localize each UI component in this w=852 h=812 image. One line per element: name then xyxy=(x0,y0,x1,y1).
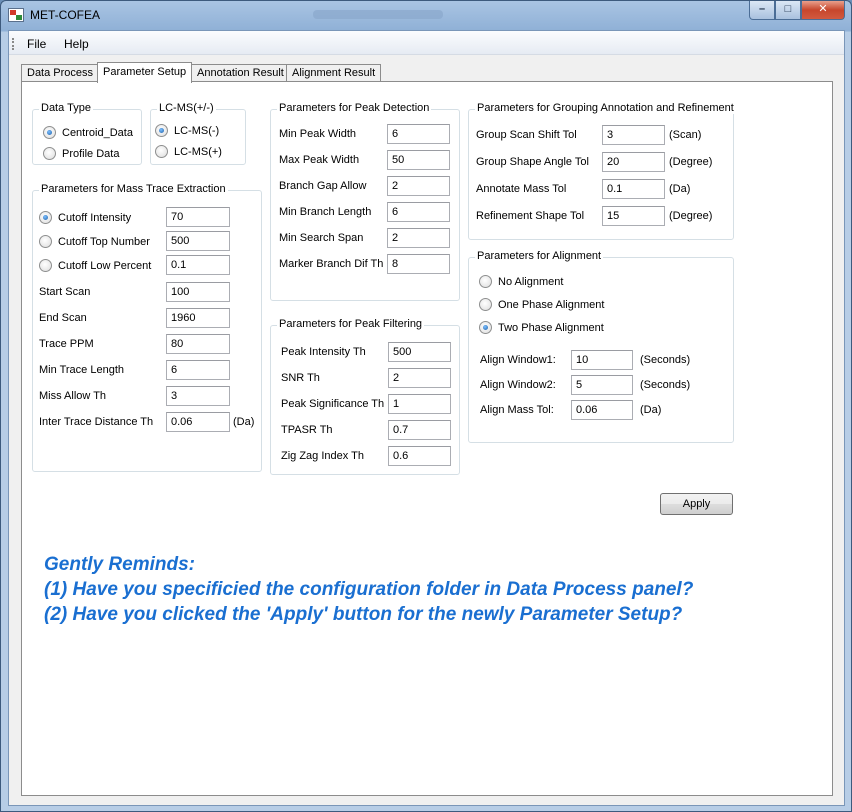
radio-one-phase-alignment[interactable] xyxy=(479,298,604,311)
annotate-mass-tol-label: Annotate Mass Tol xyxy=(476,183,567,195)
radio-unchecked-icon xyxy=(39,235,52,248)
group-scan-shift-unit: (Scan) xyxy=(669,129,702,141)
radio-lcms-positive[interactable] xyxy=(155,145,222,158)
radio-checked-icon xyxy=(39,211,52,224)
miss-allow-th-label: Miss Allow Th xyxy=(39,390,107,402)
inter-trace-distance-label: Inter Trace Distance Th xyxy=(39,416,154,428)
min-peak-width-label: Min Peak Width xyxy=(279,128,357,140)
zig-zag-index-th-label: Zig Zag Index Th xyxy=(281,450,364,462)
radio-checked-icon xyxy=(479,321,492,334)
align-window1-input[interactable] xyxy=(571,350,633,370)
align-window2-label: Align Window2: xyxy=(480,379,556,391)
min-peak-width-input[interactable] xyxy=(387,124,450,144)
radio-no-alignment[interactable] xyxy=(479,275,563,288)
peak-detection-title: Parameters for Peak Detection xyxy=(279,102,430,114)
trace-ppm-input[interactable] xyxy=(166,334,230,354)
peak-intensity-th-label: Peak Intensity Th xyxy=(281,346,366,358)
refinement-shape-tol-input[interactable] xyxy=(602,206,665,226)
menu-file[interactable]: File xyxy=(27,37,47,51)
peak-significance-th-input[interactable] xyxy=(388,394,451,414)
radio-unchecked-icon xyxy=(155,145,168,158)
radio-label: Two Phase Alignment xyxy=(498,321,604,334)
end-scan-label: End Scan xyxy=(39,312,87,324)
alignment-title: Parameters for Alignment xyxy=(477,250,602,262)
radio-unchecked-icon xyxy=(479,298,492,311)
refinement-shape-tol-label: Refinement Shape Tol xyxy=(476,210,585,222)
max-peak-width-input[interactable] xyxy=(387,150,450,170)
menu-bar xyxy=(9,31,844,55)
align-window1-label: Align Window1: xyxy=(480,354,556,366)
align-mass-tol-input[interactable] xyxy=(571,400,633,420)
cutoff-top-number-input[interactable] xyxy=(166,231,230,251)
min-trace-length-input[interactable] xyxy=(166,360,230,380)
trace-ppm-label: Trace PPM xyxy=(39,338,94,350)
group-scan-shift-label: Group Scan Shift Tol xyxy=(476,129,577,141)
menu-grip-icon xyxy=(12,38,14,50)
tpasr-th-input[interactable] xyxy=(388,420,451,440)
cutoff-intensity-input[interactable] xyxy=(166,207,230,227)
data-type-group xyxy=(32,102,142,165)
cutoff-low-percent-input[interactable] xyxy=(166,255,230,275)
radio-unchecked-icon xyxy=(39,259,52,272)
annotate-mass-tol-unit: (Da) xyxy=(669,183,691,195)
annotate-mass-tol-input[interactable] xyxy=(602,179,665,199)
data-type-title: Data Type xyxy=(41,102,91,114)
min-search-span-label: Min Search Span xyxy=(279,232,364,244)
inter-trace-distance-input[interactable] xyxy=(166,412,230,432)
radio-label: Cutoff Low Percent xyxy=(58,259,152,272)
lcms-title: LC-MS(+/-) xyxy=(159,102,214,114)
tpasr-th-label: TPASR Th xyxy=(281,424,333,436)
peak-intensity-th-input[interactable] xyxy=(388,342,451,362)
radio-label: Profile Data xyxy=(62,147,120,160)
radio-cutoff-top-number[interactable] xyxy=(39,235,150,248)
min-branch-length-input[interactable] xyxy=(387,202,450,222)
max-peak-width-label: Max Peak Width xyxy=(279,154,360,166)
align-mass-tol-label: Align Mass Tol: xyxy=(480,404,554,416)
group-shape-angle-unit: (Degree) xyxy=(669,156,713,168)
peak-significance-th-label: Peak Significance Th xyxy=(281,398,385,410)
maximize-icon[interactable]: □ xyxy=(775,1,801,20)
menu-help[interactable]: Help xyxy=(64,37,89,51)
radio-label: Centroid_Data xyxy=(62,126,133,139)
group-shape-angle-label: Group Shape Angle Tol xyxy=(476,156,589,168)
snr-th-input[interactable] xyxy=(388,368,451,388)
miss-allow-th-input[interactable] xyxy=(166,386,230,406)
tab-alignment-result[interactable]: Alignment Result xyxy=(286,64,381,82)
caption-buttons xyxy=(749,1,845,21)
tab-annotation-result[interactable]: Annotation Result xyxy=(191,64,290,82)
radio-label: Cutoff Top Number xyxy=(58,235,150,248)
radio-label: Cutoff Intensity xyxy=(58,211,132,224)
reminder-line-2: (2) Have you clicked the 'Apply' button for the newly Parameter Setup? xyxy=(44,604,683,625)
radio-centroid-data[interactable] xyxy=(43,126,133,139)
tab-data-process[interactable]: Data Process xyxy=(21,64,99,82)
min-trace-length-label: Min Trace Length xyxy=(39,364,124,376)
reminder-line-1: (1) Have you specificied the configuration folder in Data Process panel? xyxy=(44,579,694,600)
blurred-title-area xyxy=(313,10,443,19)
tab-parameter-setup[interactable]: Parameter Setup xyxy=(97,62,192,83)
alignment-group xyxy=(468,250,734,443)
branch-gap-allow-label: Branch Gap Allow xyxy=(279,180,367,192)
mass-trace-title: Parameters for Mass Trace Extraction xyxy=(41,183,226,195)
radio-checked-icon xyxy=(155,124,168,137)
peak-filtering-title: Parameters for Peak Filtering xyxy=(279,318,423,330)
grouping-title: Parameters for Grouping Annotation and Refinement xyxy=(477,102,734,114)
radio-label: LC-MS(-) xyxy=(174,124,220,137)
marker-branch-dif-label: Marker Branch Dif Th xyxy=(279,258,384,270)
start-scan-input[interactable] xyxy=(166,282,230,302)
radio-cutoff-low-percent[interactable] xyxy=(39,259,151,272)
zig-zag-index-th-input[interactable] xyxy=(388,446,451,466)
end-scan-input[interactable] xyxy=(166,308,230,328)
apply-button[interactable]: Apply xyxy=(660,493,733,515)
marker-branch-dif-input[interactable] xyxy=(387,254,450,274)
group-scan-shift-input[interactable] xyxy=(602,125,665,145)
radio-two-phase-alignment[interactable] xyxy=(479,321,604,334)
radio-checked-icon xyxy=(43,126,56,139)
radio-lcms-negative[interactable] xyxy=(155,124,219,137)
inter-trace-distance-unit: (Da) xyxy=(233,416,255,428)
align-window1-unit: (Seconds) xyxy=(640,354,691,366)
radio-label: One Phase Alignment xyxy=(498,298,605,311)
min-branch-length-label: Min Branch Length xyxy=(279,206,372,218)
refinement-shape-tol-unit: (Degree) xyxy=(669,210,713,222)
align-window2-input[interactable] xyxy=(571,375,633,395)
parameter-setup-page xyxy=(21,81,833,796)
peak-filtering-group xyxy=(270,318,460,475)
min-search-span-input[interactable] xyxy=(387,228,450,248)
align-window2-unit: (Seconds) xyxy=(640,379,691,391)
reminder-heading: Gently Reminds: xyxy=(44,554,195,575)
radio-unchecked-icon xyxy=(43,147,56,160)
window-title: MET-COFEA xyxy=(30,8,101,22)
minimize-icon[interactable]: – xyxy=(749,1,775,20)
radio-cutoff-intensity[interactable] xyxy=(39,211,131,224)
snr-th-label: SNR Th xyxy=(281,372,320,384)
start-scan-label: Start Scan xyxy=(39,286,91,298)
mass-trace-group xyxy=(32,183,262,472)
peak-detection-group xyxy=(270,102,460,301)
radio-label: LC-MS(+) xyxy=(174,145,222,158)
radio-label: No Alignment xyxy=(498,275,564,288)
lcms-group xyxy=(150,102,246,165)
group-shape-angle-input[interactable] xyxy=(602,152,665,172)
title-bar xyxy=(1,1,851,29)
radio-unchecked-icon xyxy=(479,275,492,288)
align-mass-tol-unit: (Da) xyxy=(640,404,662,416)
close-icon[interactable]: ✕ xyxy=(801,1,845,20)
app-icon xyxy=(8,8,24,22)
radio-profile-data[interactable] xyxy=(43,147,119,160)
grouping-group xyxy=(468,102,734,240)
client-area xyxy=(8,30,845,806)
branch-gap-allow-input[interactable] xyxy=(387,176,450,196)
